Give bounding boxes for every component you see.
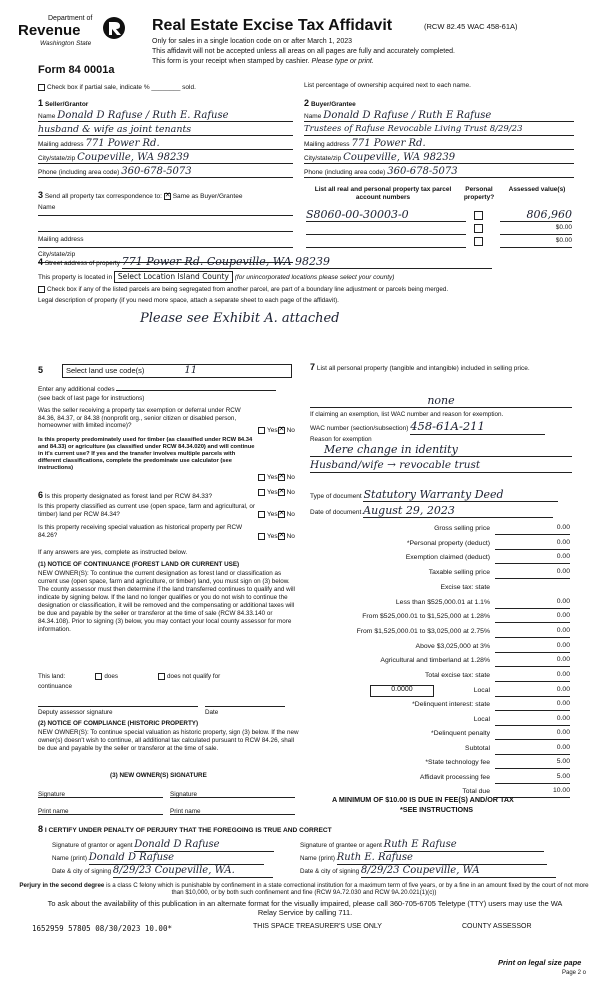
assessed-value[interactable]: $0.00 [500, 237, 572, 248]
assessed-value[interactable]: 806,960 [500, 208, 572, 222]
located-row: This property is located in Select Location Island County (for unincorporated locations please select your county) [38, 272, 395, 281]
calc-row[interactable]: Above $3,025,000 at 3% 0.00 [318, 642, 570, 654]
form-rcw: (RCW 82.45 WAC 458-61A) [424, 22, 518, 31]
header-line3: This form is your receipt when stamped by cashier. Please type or print. [152, 58, 374, 65]
dept-big: Revenue [18, 22, 81, 39]
calc-row[interactable]: Less than $525,000.01 at 1.1% 0.00 [318, 598, 570, 610]
see-instructions: *SEE INSTRUCTIONS [400, 805, 474, 814]
parcels-h2: Personal property? [463, 186, 495, 201]
land-use-select[interactable]: Select land use code(s) 11 [62, 364, 292, 378]
notice3-head: (3) NEW OWNER(S) SIGNATURE [110, 772, 207, 779]
calc-row[interactable]: From $525,000.01 to $1,525,000 at 1.28% 0.00 [318, 612, 570, 624]
continuance: continuance [38, 683, 72, 690]
street-row[interactable]: 4 Street address of property 771 Power Rd. Coupeville, WA 98239 [38, 255, 574, 269]
parcels-h1: List all real and personal property tax parcel account numbers [314, 186, 452, 201]
form-title: Real Estate Excise Tax Affidavit [152, 17, 393, 34]
new-owner-name2[interactable]: Print name [170, 801, 295, 815]
s6-q3-yesno[interactable]: Yes✕ No [258, 533, 295, 541]
s6-q1: 6 Is this property designated as forest land per RCW 84.33? [38, 490, 213, 500]
corr-blank-row[interactable] [38, 220, 293, 232]
seller-name-row[interactable]: Name Donald D Rafuse / Ruth E. Rafuse [38, 110, 293, 122]
see-back: (see back of last page for instructions) [38, 395, 145, 402]
personal-property-checkbox[interactable] [474, 237, 483, 246]
s5-q1: Was the seller receiving a property tax exemption or deferral under RCW 84.36, 84.37, or 84.38 (nonprofit org., senior citizen or disabled person, homeowner with limited income)? [38, 407, 241, 430]
grantor-name[interactable]: Name (print) Donald D Rafuse [52, 852, 297, 864]
s5-q2: Is this property predominately used for timber (as classified under RCW 84.34 and 84.33) or agriculture (as classified under RCW 84.34.020) and will continue in it's current use? If yes and the transfer involves multiple parcels with different classifications, complete the predominate use calculator (see instructions) [38, 437, 255, 471]
s6-q3: Is this property receiving special valuation as historical property per RCW 84.26? [38, 524, 243, 539]
calc-row[interactable]: Affidavit processing fee 5.00 [318, 773, 570, 785]
grantor-signature[interactable]: Signature of grantor or agent Donald D Rafuse [52, 839, 297, 851]
s6-q2: Is this property classified as current use (open space, farm and agricultural, or timber) land per RCW 84.34? [38, 503, 255, 518]
calc-row[interactable]: *State technology fee 5.00 [318, 758, 570, 770]
s5-num: 5 [38, 365, 44, 375]
notice1-head: (1) NOTICE OF CONTINUANCE (FOREST LAND OR CURRENT USE) [38, 561, 240, 568]
grantor-date[interactable]: Date & city of signing 8/29/23 Coupeville, WA. [52, 865, 297, 877]
seller-phone-row[interactable]: Phone (including area code) 360-678-5073 [38, 166, 293, 178]
reason-line2[interactable]: Husband/wife → revocable trust [310, 459, 572, 473]
calc-row[interactable]: Gross selling price 0.00 [318, 524, 570, 536]
if-yes: If any answers are yes, complete as instructed below. [38, 549, 188, 556]
print-legal: Print on legal size pape [498, 958, 582, 967]
reason-line1[interactable]: Mere change in identity [310, 443, 572, 457]
calc-row[interactable]: Total excise tax: state 0.00 [318, 671, 570, 683]
add-codes[interactable]: Enter any additional codes [38, 386, 276, 394]
new-owner-sig1[interactable]: Signature [38, 784, 163, 798]
new-owner-sig2[interactable]: Signature [170, 784, 295, 798]
s5-q2-yesno[interactable]: Yes✕ No [258, 474, 295, 482]
deputy-date-line[interactable] [205, 699, 285, 707]
deputy-line[interactable] [38, 699, 198, 707]
s6-q1-yesno[interactable]: Yes✕ No [258, 489, 295, 497]
legal-label: Legal description of property (if you need more space, attach a separate sheet to each page of the affidavit). [38, 297, 339, 304]
grantee-signature[interactable]: Signature of grantee or agent Ruth E Rafuse [300, 839, 575, 851]
buyer-name-row[interactable]: Name Donald D Rafuse / Ruth E Rafuse [304, 110, 574, 122]
doc-type-row[interactable]: Type of document Statutory Warranty Deed [310, 488, 572, 502]
location-select[interactable]: Select Location Island County [114, 271, 233, 283]
calc-row[interactable]: *Personal property (deduct) 0.00 [318, 539, 570, 551]
form-number: Form 84 0001a [38, 64, 115, 76]
wac-row[interactable]: WAC number (section/subsection) 458-61A-211 [310, 420, 572, 434]
this-land: This land: does does not qualify for [38, 673, 221, 681]
s6-q2-yesno[interactable]: Yes✕ No [258, 511, 295, 519]
deputy-label: Deputy assessor signature [38, 709, 113, 716]
local-rate-row[interactable]: 0.0000 Local 0.00 [318, 686, 570, 698]
parcel-row[interactable] [306, 224, 466, 235]
calc-row[interactable]: Exemption claimed (deduct) 0.00 [318, 553, 570, 565]
corr-city-row[interactable]: City/state/zip [38, 251, 293, 263]
parcel-row[interactable] [306, 237, 466, 248]
grantee-name[interactable]: Name (print) Ruth E. Rafuse [300, 852, 575, 864]
segregated-row[interactable]: Check box if any of the listed parcels are being segregated from another parcel, are part of a boundary line adjustment or parcels being merged. [38, 286, 448, 294]
corr-heading: 3 Send all property tax correspondence to: ✕ Same as Buyer/Grantee [38, 190, 242, 201]
dept-state: Washington State [40, 40, 92, 47]
s7-label: 7 List all personal property (tangible and intangible) included in selling price. [310, 362, 530, 372]
receipt-stamp: 1652959 57805 08/30/2023 10.00* [32, 924, 172, 933]
personal-property-checkbox[interactable] [474, 224, 483, 233]
page-number: Page 2 o [562, 970, 587, 976]
alt-format: To ask about the availability of this publication in an alternate format for the visually impaired, please call 360-705-6705 Teletype (TTY) users may use the WA Relay Service by calling 711. [47, 899, 563, 917]
buyer-name2-row[interactable]: Trustees of Rafuse Revocable Living Trust 8/29/23 [304, 124, 574, 136]
dor-logo-icon [102, 16, 126, 40]
notice2-text: NEW OWNER(S): To continue special valuation as historic property, sign (3) below. If the new owner(s) doesn't wish to continue, all additional tax calculated pursuant to RCW 84.26, shall be due and payable by the seller or transferor at the time of sale. [38, 729, 299, 753]
calc-row[interactable]: Excise tax: state [440, 583, 490, 591]
buyer-heading: 2 Buyer/Grantee [304, 98, 356, 108]
corr-mail-row[interactable]: Mailing address [38, 236, 293, 248]
seller-mail-row[interactable]: Mailing address 771 Power Rd. [38, 138, 293, 150]
parcels-h3: Assessed value(s) [508, 186, 566, 193]
grantee-date[interactable]: Date & city of signing 8/29/23 Coupeville, WA [300, 865, 575, 877]
assessed-value[interactable]: $0.00 [500, 224, 572, 235]
partial-sale[interactable]: Check box if partial sale, indicate % ________ sold. [38, 84, 196, 92]
seller-city-row[interactable]: City/state/zip Coupeville, WA 98239 [38, 152, 293, 164]
county-assessor: COUNTY ASSESSOR [462, 923, 532, 930]
new-owner-name1[interactable]: Print name [38, 801, 163, 815]
same-as-buyer-checkbox[interactable] [164, 193, 171, 200]
calc-row[interactable]: Subtotal 0.00 [318, 744, 570, 756]
dor-logo [18, 12, 133, 64]
dept-small: Department of [48, 15, 93, 22]
perjury-notice: Perjury in the second degree is a class C felony which is punishable by confinement in a state correctional institution for a maximum term of five years, or by a fine in an amount fixed by the court of not more than $10,000, or by both such confinement and fine (RCW 9A.72.030 and RCW 9A.20.021(1)(c)) [19, 882, 589, 897]
buyer-phone-row[interactable]: Phone (including area code) 360-678-5073 [304, 166, 574, 178]
parcel-row[interactable]: S8060-00-30003-0 [306, 208, 466, 222]
corr-name-row[interactable]: Name [38, 204, 293, 216]
personal-property-checkbox[interactable] [474, 211, 483, 220]
claim-label: If claiming an exemption, list WAC number and reason for exemption. [310, 411, 504, 418]
header-line2: This affidavit will not be accepted unless all areas on all pages are fully and accurately completed. [152, 48, 455, 55]
calc-row[interactable]: Taxable selling price 0.00 [318, 568, 570, 580]
seller-heading: 1 Seller/Grantor [38, 98, 89, 108]
seller-name2-row[interactable]: husband & wife as joint tenants [38, 124, 293, 136]
calc-row[interactable]: Local 0.00 [318, 715, 570, 727]
personal-property-list[interactable]: none [310, 394, 572, 408]
notice2-head: (2) NOTICE OF COMPLIANCE (HISTORIC PROPERTY) [38, 720, 199, 727]
s5-q1-yesno[interactable]: Yes✕ No [258, 427, 295, 435]
calc-row[interactable]: *Delinquent penalty 0.00 [318, 729, 570, 741]
calc-row[interactable]: From $1,525,000.01 to $3,025,000 at 2.75% 0.00 [318, 627, 570, 639]
treasurer-use: THIS SPACE TREASURER'S USE ONLY [253, 923, 382, 930]
notice1-text: NEW OWNER(S): To continue the current designation as forest land or classification as current use (open space, farm and agriculture, or timber) land, you must sign on (3) below. The county assessor must then determine if the land transferred continues to qualify and will indicate by signing below. If the land no longer qualifies or you do not wish to continue the designation or classification, it will be removed and the compensating or additional taxes will be due and payable by the seller or transferor at the time of sale (RCW 84.33.140 or 84.34.108). Prior to signing (3) below, you may contact your local county assessor for more information. [38, 570, 295, 634]
list-pct: List percentage of ownership acquired next to each name. [304, 82, 471, 89]
buyer-mail-row[interactable]: Mailing address 771 Power Rd. [304, 138, 574, 150]
min-due: A MINIMUM OF $10.00 IS DUE IN FEE(S) AND/OR TAX [332, 795, 514, 804]
calc-row[interactable]: Total due 10.00 [318, 787, 570, 799]
calc-row[interactable]: *Delinquent interest: state 0.00 [318, 700, 570, 712]
legal-description[interactable]: Please see Exhibit A. attached [140, 311, 340, 326]
buyer-city-row[interactable]: City/state/zip Coupeville, WA 98239 [304, 152, 574, 164]
calc-row[interactable]: Agricultural and timberland at 1.28% 0.00 [318, 656, 570, 668]
deputy-date-label: Date [205, 709, 219, 716]
cert: 8 I CERTIFY UNDER PENALTY OF PERJURY THAT THE FOREGOING IS TRUE AND CORRECT [38, 824, 332, 834]
doc-date-row[interactable]: Date of document August 29, 2023 [310, 504, 572, 518]
reason-label: Reason for exemption [310, 436, 372, 443]
header-line1: Only for sales in a single location code on or after March 1, 2023 [152, 38, 352, 45]
